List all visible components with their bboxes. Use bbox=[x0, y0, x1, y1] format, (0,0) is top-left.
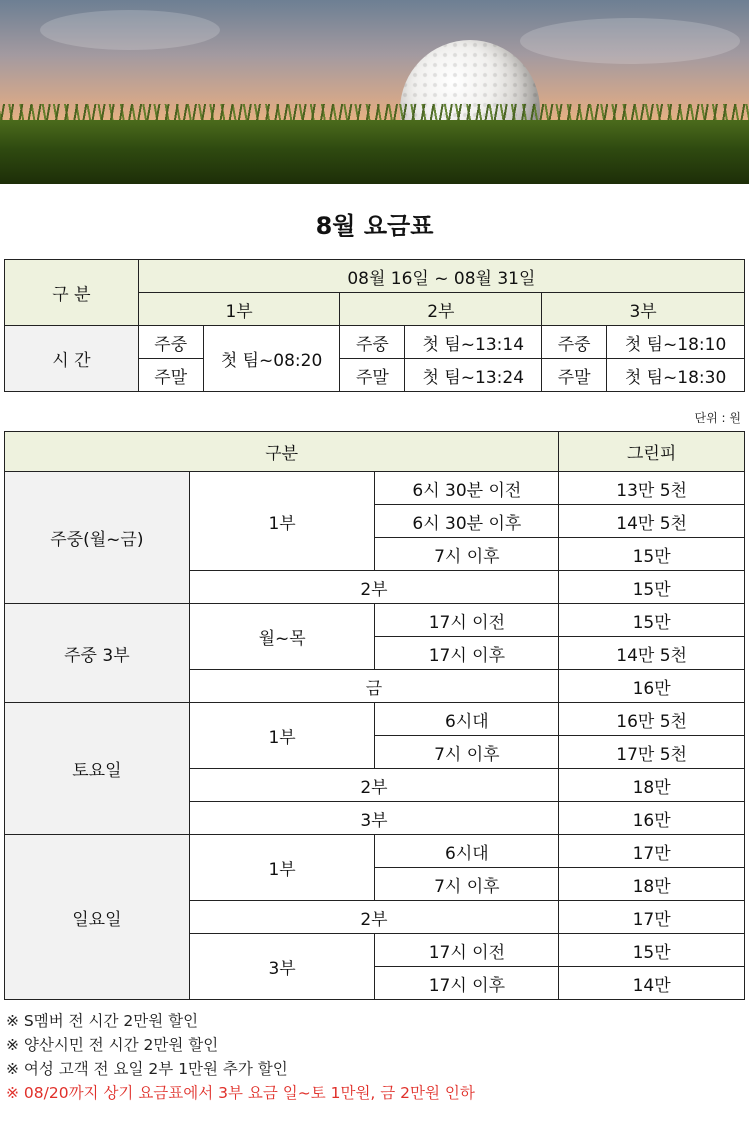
part-label: 1부 bbox=[189, 472, 375, 571]
session-3-weekend-time: 첫 팀~18:30 bbox=[607, 359, 745, 392]
table-row bbox=[5, 703, 745, 736]
time-cell: 7시 이후 bbox=[375, 538, 559, 571]
time-cell: 17시 이전 bbox=[375, 934, 559, 967]
time-cell: 6시 30분 이후 bbox=[375, 505, 559, 538]
weekday-label: 주중 bbox=[138, 326, 203, 359]
period-header: 08월 16일 ~ 08월 31일 bbox=[138, 260, 744, 293]
session-1-header: 1부 bbox=[138, 293, 340, 326]
fee-cell: 13만 5천 bbox=[559, 472, 745, 505]
page-title: 8월 요금표 bbox=[315, 212, 434, 240]
session-3-weekday-time: 첫 팀~18:10 bbox=[607, 326, 745, 359]
green-fee-table bbox=[4, 431, 745, 1000]
golf-ball-banner bbox=[0, 0, 749, 184]
weekday-label: 주중 bbox=[340, 326, 405, 359]
fee-cell: 16만 5천 bbox=[559, 703, 745, 736]
time-cell: 6시 30분 이전 bbox=[375, 472, 559, 505]
fee-cell: 17만 bbox=[559, 835, 745, 868]
fee-cell: 18만 bbox=[559, 769, 745, 802]
fee-cell: 14만 bbox=[559, 967, 745, 1000]
fee-cell: 16만 bbox=[559, 670, 745, 703]
part-label: 3부 bbox=[189, 934, 375, 1000]
weekend-label: 주말 bbox=[542, 359, 607, 392]
group-weekday: 주중(월~금) bbox=[5, 472, 190, 604]
time-cell: 17시 이후 bbox=[375, 967, 559, 1000]
session-3-header: 3부 bbox=[542, 293, 745, 326]
fee-cell: 16만 bbox=[559, 802, 745, 835]
note-item: ※ S멤버 전 시간 2만원 할인 bbox=[6, 1012, 199, 1030]
days-label: 금 bbox=[189, 670, 558, 703]
note-item: ※ 양산시민 전 시간 2만원 할인 bbox=[6, 1036, 219, 1054]
table-row bbox=[5, 835, 745, 868]
fee-cell: 18만 bbox=[559, 868, 745, 901]
days-label: 월~목 bbox=[189, 604, 375, 670]
weekend-label: 주말 bbox=[340, 359, 405, 392]
green-fee-header: 그린피 bbox=[559, 432, 745, 472]
session-2-weekday-time: 첫 팀~13:14 bbox=[405, 326, 542, 359]
table-row bbox=[5, 472, 745, 505]
time-cell: 6시대 bbox=[375, 703, 559, 736]
part-label: 2부 bbox=[189, 769, 558, 802]
group-sunday: 일요일 bbox=[5, 835, 190, 1000]
group-weekday-3: 주중 3부 bbox=[5, 604, 190, 703]
unit-label: 단위 : 원 bbox=[694, 411, 741, 425]
weekend-label: 주말 bbox=[138, 359, 203, 392]
session-2-header: 2부 bbox=[340, 293, 542, 326]
category-header: 구 분 bbox=[5, 260, 139, 326]
fee-cell: 15만 bbox=[559, 934, 745, 967]
time-cell: 6시대 bbox=[375, 835, 559, 868]
fee-cell: 15만 bbox=[559, 571, 745, 604]
weekday-label: 주중 bbox=[542, 326, 607, 359]
fee-cell: 15만 bbox=[559, 538, 745, 571]
table-row bbox=[5, 604, 745, 637]
part-label: 1부 bbox=[189, 703, 375, 769]
notes bbox=[6, 1009, 746, 1105]
part-label: 1부 bbox=[189, 835, 375, 901]
fee-cell: 14만 5천 bbox=[559, 637, 745, 670]
fee-cell: 15만 bbox=[559, 604, 745, 637]
note-item-highlight: ※ 08/20까지 상기 요금표에서 3부 요금 일~토 1만원, 금 2만원 인하 bbox=[6, 1084, 475, 1102]
fee-cell: 17만 bbox=[559, 901, 745, 934]
session-2-weekend-time: 첫 팀~13:24 bbox=[405, 359, 542, 392]
time-cell: 7시 이후 bbox=[375, 736, 559, 769]
part-label: 3부 bbox=[189, 802, 558, 835]
time-cell: 17시 이전 bbox=[375, 604, 559, 637]
category-header: 구분 bbox=[5, 432, 559, 472]
time-label: 시 간 bbox=[5, 326, 139, 392]
session-1-time: 첫 팀~08:20 bbox=[203, 326, 340, 392]
note-item: ※ 여성 고객 전 요일 2부 1만원 추가 할인 bbox=[6, 1060, 288, 1078]
group-saturday: 토요일 bbox=[5, 703, 190, 835]
fee-cell: 17만 5천 bbox=[559, 736, 745, 769]
schedule-table bbox=[4, 259, 745, 392]
time-cell: 7시 이후 bbox=[375, 868, 559, 901]
part-label: 2부 bbox=[189, 901, 558, 934]
time-cell: 17시 이후 bbox=[375, 637, 559, 670]
fee-cell: 14만 5천 bbox=[559, 505, 745, 538]
part-label: 2부 bbox=[189, 571, 558, 604]
